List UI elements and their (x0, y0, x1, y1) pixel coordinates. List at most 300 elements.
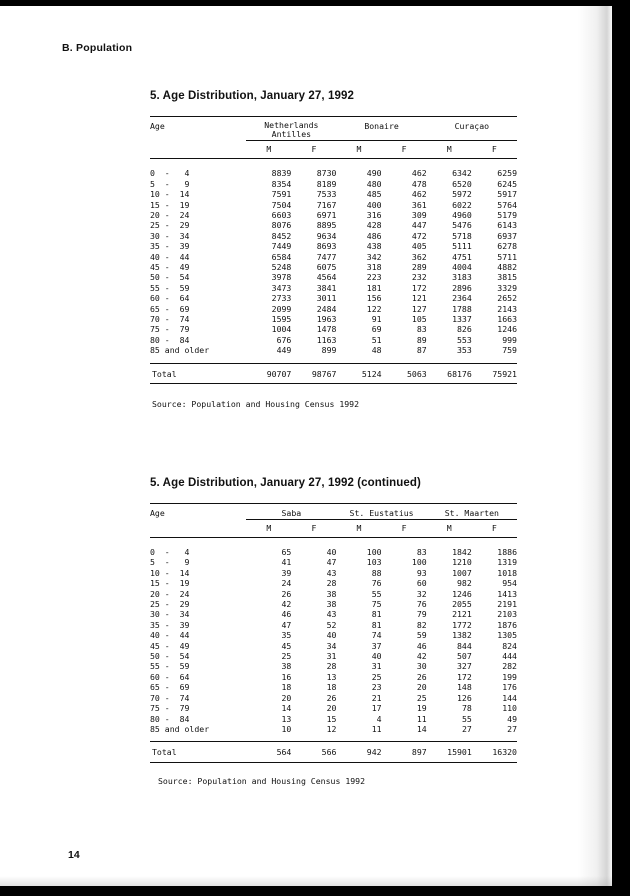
cell-value: 172 (457, 671, 472, 682)
table-row (150, 283, 517, 293)
table-row (150, 241, 517, 251)
cell-value: 2191 (497, 599, 517, 610)
cell-value: 8452 (271, 230, 292, 241)
age-label: 85 and older (150, 345, 210, 356)
cell-value: 2099 (271, 303, 292, 314)
cell-value: 5917 (497, 189, 517, 200)
cell-value: 3011 (316, 293, 337, 304)
cell-value: 82 (416, 619, 427, 630)
cell-value: 485 (366, 189, 382, 200)
cell-value: 88 (371, 567, 382, 578)
cell-value: 1246 (452, 588, 472, 599)
spacer-row (150, 538, 517, 548)
total-value: 5063 (382, 363, 427, 383)
cell-value: 8189 (316, 178, 337, 189)
age-label: 15 - 19 (150, 578, 190, 589)
cell-value: 14 (416, 723, 427, 734)
cell-value: 1246 (497, 324, 517, 335)
cell-value: 6259 (497, 168, 517, 179)
column-header-age: Age (150, 504, 246, 538)
cell-value: 126 (457, 692, 472, 703)
table-title: 5. Age Distribution, January 27, 1992 (continued) (150, 477, 421, 489)
table-total-2 (150, 734, 517, 762)
table-row (150, 324, 517, 334)
total-value: 15901 (427, 742, 472, 762)
cell-value: 20 (416, 682, 427, 693)
age-label: 40 - 44 (150, 630, 190, 641)
spacer-row (150, 734, 517, 742)
column-group-st-maarten: St. Maarten (427, 504, 517, 520)
cell-value: 121 (411, 293, 427, 304)
age-label: 5 - 9 (150, 178, 190, 189)
age-label: 85 and older (150, 723, 210, 734)
total-value: 16320 (472, 742, 517, 762)
cell-value: 25 (371, 671, 382, 682)
cell-value: 69 (371, 324, 382, 335)
age-label: 10 - 14 (150, 567, 190, 578)
cell-value: 15 (326, 713, 337, 724)
cell-value: 5972 (452, 189, 472, 200)
cell-value: 1007 (452, 567, 472, 578)
cell-value: 40 (326, 547, 337, 557)
cell-value: 13 (281, 713, 292, 724)
cell-value: 32 (416, 588, 427, 599)
age-label: 65 - 69 (150, 303, 190, 314)
age-label: 20 - 24 (150, 210, 190, 220)
table-row (150, 304, 517, 314)
cell-value: 2896 (452, 282, 472, 293)
cell-value: 5111 (452, 241, 472, 252)
cell-value: 76 (416, 599, 427, 610)
cell-value: 2055 (452, 599, 472, 610)
column-group-st-eustatius: St. Eustatius (336, 504, 426, 520)
cell-value: 65 (281, 547, 292, 557)
cell-value: 42 (416, 651, 427, 662)
cell-value: 12 (326, 723, 337, 734)
cell-value: 1163 (316, 334, 337, 345)
cell-value: 759 (502, 345, 517, 356)
group-label-line1: Netherlands (264, 120, 319, 130)
cell-value: 507 (457, 651, 472, 662)
age-label: 80 - 84 (150, 334, 190, 345)
cell-value: 100 (411, 557, 427, 568)
total-value: 98767 (291, 363, 336, 383)
age-label: 80 - 84 (150, 713, 190, 724)
table-row (150, 609, 517, 619)
cell-value: 55 (461, 713, 472, 724)
cell-value: 1788 (452, 303, 472, 314)
cell-value: 76 (371, 578, 382, 589)
spacer-row (150, 159, 517, 169)
age-label: 70 - 74 (150, 692, 190, 703)
age-label: 45 - 49 (150, 640, 190, 651)
cell-value: 40 (371, 651, 382, 662)
cell-value: 81 (371, 619, 382, 630)
cell-value: 954 (502, 578, 517, 589)
cell-value: 51 (371, 334, 382, 345)
spacer-row (150, 356, 517, 364)
column-header-na-male: M (246, 141, 291, 159)
cell-value: 75 (371, 599, 382, 610)
group-label-line2: Antilles (271, 129, 312, 140)
cell-value: 19 (416, 703, 427, 714)
cell-value: 83 (416, 324, 427, 335)
cell-value: 6971 (316, 210, 337, 220)
cell-value: 78 (461, 703, 472, 714)
table-row (150, 345, 517, 355)
page-edge-shading (578, 6, 612, 886)
cell-value: 93 (416, 567, 427, 578)
table-row (150, 335, 517, 345)
age-label: 55 - 59 (150, 661, 190, 672)
cell-value: 28 (326, 661, 337, 672)
cell-value: 60 (416, 578, 427, 589)
cell-value: 25 (416, 692, 427, 703)
cell-value: 31 (371, 661, 382, 672)
cell-value: 16 (281, 671, 292, 682)
column-header-steustatius-female: F (382, 520, 427, 538)
table-body-1 (150, 159, 517, 169)
cell-value: 309 (411, 210, 427, 220)
cell-value: 9634 (316, 230, 337, 241)
cell-value: 8895 (316, 220, 337, 231)
table-row (150, 651, 517, 661)
cell-value: 5718 (452, 230, 472, 241)
cell-value: 353 (457, 345, 472, 356)
cell-value: 46 (416, 640, 427, 651)
age-label: 50 - 54 (150, 651, 190, 662)
cell-value: 449 (276, 345, 292, 356)
column-header-na-female: F (291, 141, 336, 159)
table-header-groups (150, 117, 517, 141)
age-label: 25 - 29 (150, 220, 190, 231)
cell-value: 1004 (271, 324, 292, 335)
cell-value: 7533 (316, 189, 337, 200)
cell-value: 91 (371, 314, 382, 325)
cell-value: 81 (371, 609, 382, 620)
cell-value: 23 (371, 682, 382, 693)
table-row (150, 703, 517, 713)
column-group-saba: Saba (246, 504, 336, 520)
cell-value: 1305 (497, 630, 517, 641)
cell-value: 1018 (497, 567, 517, 578)
cell-value: 438 (366, 241, 382, 252)
cell-value: 7449 (271, 241, 292, 252)
table-row (150, 589, 517, 599)
age-label: 60 - 64 (150, 293, 190, 304)
cell-value: 342 (366, 251, 382, 262)
cell-value: 2364 (452, 293, 472, 304)
cell-value: 18 (326, 682, 337, 693)
column-header-saba-female: F (291, 520, 336, 538)
cell-value: 282 (502, 661, 517, 672)
total-value: 90707 (246, 363, 291, 383)
cell-value: 48 (371, 345, 382, 356)
table-row (150, 620, 517, 630)
cell-value: 899 (321, 345, 337, 356)
age-label: 55 - 59 (150, 282, 190, 293)
cell-value: 6520 (452, 178, 472, 189)
age-label: 35 - 39 (150, 241, 190, 252)
total-value: 564 (246, 742, 291, 762)
table-title: 5. Age Distribution, January 27, 1992 (150, 90, 354, 102)
cell-value: 1842 (452, 547, 472, 557)
cell-value: 41 (281, 557, 292, 568)
cell-value: 122 (366, 303, 382, 314)
table-head (150, 117, 517, 159)
cell-value: 42 (281, 599, 292, 610)
cell-value: 10 (281, 723, 292, 734)
cell-value: 2652 (497, 293, 517, 304)
cell-value: 982 (457, 578, 472, 589)
age-label: 30 - 34 (150, 609, 190, 620)
cell-value: 17 (371, 703, 382, 714)
cell-value: 405 (411, 241, 427, 252)
cell-value: 37 (371, 640, 382, 651)
cell-value: 45 (281, 640, 292, 651)
cell-value: 49 (507, 713, 517, 724)
total-value: 897 (382, 742, 427, 762)
age-label: 5 - 9 (150, 557, 190, 568)
cell-value: 20 (281, 692, 292, 703)
cell-value: 844 (457, 640, 472, 651)
cell-value: 47 (281, 619, 292, 630)
table-row (150, 168, 517, 178)
column-group-bonaire: Bonaire (336, 117, 426, 141)
cell-value: 38 (281, 661, 292, 672)
document-page (0, 6, 612, 886)
table-row (150, 630, 517, 640)
cell-value: 148 (457, 682, 472, 693)
total-label: Total (150, 742, 246, 762)
cell-value: 223 (366, 272, 382, 283)
cell-value: 7167 (316, 199, 337, 210)
table-row (150, 568, 517, 578)
cell-value: 24 (281, 578, 292, 589)
table-row (150, 693, 517, 703)
cell-value: 43 (326, 567, 337, 578)
cell-value: 127 (411, 303, 427, 314)
cell-value: 176 (502, 682, 517, 693)
section-header: B. Population (62, 42, 133, 54)
cell-value: 6937 (497, 230, 517, 241)
total-value: 942 (336, 742, 381, 762)
table-row (150, 262, 517, 272)
age-label: 10 - 14 (150, 189, 190, 200)
table-source-note: Source: Population and Housing Census 1992 (158, 775, 366, 786)
table-rows-2 (150, 547, 517, 734)
cell-value: 1595 (271, 314, 292, 325)
cell-value: 1413 (497, 588, 517, 599)
cell-value: 100 (366, 547, 382, 557)
cell-value: 5764 (497, 199, 517, 210)
column-header-age: Age (150, 117, 246, 159)
cell-value: 31 (326, 651, 337, 662)
cell-value: 472 (411, 230, 427, 241)
cell-value: 8076 (271, 220, 292, 231)
cell-value: 462 (411, 189, 427, 200)
cell-value: 7477 (316, 251, 337, 262)
cell-value: 7591 (271, 189, 292, 200)
cell-value: 38 (326, 599, 337, 610)
cell-value: 553 (457, 334, 472, 345)
page-number: 14 (68, 849, 80, 861)
cell-value: 8839 (271, 168, 292, 179)
cell-value: 318 (366, 262, 382, 273)
cell-value: 3815 (497, 272, 517, 283)
cell-value: 39 (281, 567, 292, 578)
cell-value: 5179 (497, 210, 517, 220)
cell-value: 1663 (497, 314, 517, 325)
age-label: 50 - 54 (150, 272, 190, 283)
cell-value: 1478 (316, 324, 337, 335)
cell-value: 2121 (452, 609, 472, 620)
cell-value: 6278 (497, 241, 517, 252)
table-row (150, 252, 517, 262)
table-row (150, 599, 517, 609)
cell-value: 3183 (452, 272, 472, 283)
cell-value: 3329 (497, 282, 517, 293)
cell-value: 43 (326, 609, 337, 620)
cell-value: 1876 (497, 619, 517, 630)
cell-value: 2733 (271, 293, 292, 304)
cell-value: 55 (371, 588, 382, 599)
cell-value: 447 (411, 220, 427, 231)
table-row (150, 220, 517, 230)
cell-value: 462 (411, 168, 427, 179)
total-value: 566 (291, 742, 336, 762)
cell-value: 110 (502, 703, 517, 714)
cell-value: 8693 (316, 241, 337, 252)
cell-value: 89 (416, 334, 427, 345)
age-label: 0 - 4 (150, 168, 190, 179)
age-distribution-table-2 (150, 503, 517, 763)
age-label: 40 - 44 (150, 251, 190, 262)
cell-value: 478 (411, 178, 427, 189)
table-row (150, 724, 517, 734)
cell-value: 2103 (497, 609, 517, 620)
cell-value: 34 (326, 640, 337, 651)
cell-value: 52 (326, 619, 337, 630)
table-total-1 (150, 356, 517, 384)
cell-value: 486 (366, 230, 382, 241)
table-row (150, 314, 517, 324)
cell-value: 13 (326, 671, 337, 682)
cell-value: 11 (371, 723, 382, 734)
cell-value: 327 (457, 661, 472, 672)
cell-value: 289 (411, 262, 427, 273)
cell-value: 28 (326, 578, 337, 589)
column-header-stmaarten-male: M (427, 520, 472, 538)
cell-value: 14 (281, 703, 292, 714)
cell-value: 6245 (497, 178, 517, 189)
cell-value: 428 (366, 220, 382, 231)
page-bottom-shading (0, 876, 612, 886)
cell-value: 3473 (271, 282, 292, 293)
cell-value: 1886 (497, 547, 517, 557)
table-source-note: Source: Population and Housing Census 1992 (152, 399, 360, 410)
table-row (150, 200, 517, 210)
age-label: 20 - 24 (150, 588, 190, 599)
cell-value: 103 (366, 557, 382, 568)
cell-value: 5711 (497, 251, 517, 262)
cell-value: 27 (461, 723, 472, 734)
column-group-curacao: Curaçao (427, 117, 517, 141)
table-total-row (150, 742, 517, 762)
cell-value: 4004 (452, 262, 472, 273)
cell-value: 18 (281, 682, 292, 693)
cell-value: 26 (281, 588, 292, 599)
cell-value: 4960 (452, 210, 472, 220)
cell-value: 4564 (316, 272, 337, 283)
cell-value: 40 (326, 630, 337, 641)
cell-value: 172 (411, 282, 427, 293)
cell-value: 83 (416, 547, 427, 557)
table-row (150, 682, 517, 692)
age-label: 60 - 64 (150, 671, 190, 682)
cell-value: 5476 (452, 220, 472, 231)
cell-value: 2143 (497, 303, 517, 314)
cell-value: 156 (366, 293, 382, 304)
table-row (150, 714, 517, 724)
cell-value: 1382 (452, 630, 472, 641)
table-row (150, 189, 517, 199)
table-row (150, 293, 517, 303)
cell-value: 3978 (271, 272, 292, 283)
cell-value: 824 (502, 640, 517, 651)
table-row (150, 547, 517, 557)
table-block-2 (150, 477, 550, 786)
column-header-curacao-male: M (427, 141, 472, 159)
table-header-groups (150, 504, 517, 520)
cell-value: 27 (507, 723, 517, 734)
cell-value: 5248 (271, 262, 292, 273)
cell-value: 30 (416, 661, 427, 672)
cell-value: 1963 (316, 314, 337, 325)
cell-value: 1319 (497, 557, 517, 568)
cell-value: 47 (326, 557, 337, 568)
cell-value: 676 (276, 334, 292, 345)
cell-value: 362 (411, 251, 427, 262)
cell-value: 8354 (271, 178, 292, 189)
table-head (150, 504, 517, 538)
age-label: 75 - 79 (150, 324, 190, 335)
cell-value: 6022 (452, 199, 472, 210)
table-row (150, 661, 517, 671)
table-row (150, 272, 517, 282)
cell-value: 35 (281, 630, 292, 641)
age-label: 70 - 74 (150, 314, 190, 325)
cell-value: 2484 (316, 303, 337, 314)
column-header-bonaire-male: M (336, 141, 381, 159)
column-header-saba-male: M (246, 520, 291, 538)
table-row (150, 210, 517, 220)
cell-value: 25 (281, 651, 292, 662)
table-row (150, 578, 517, 588)
cell-value: 826 (457, 324, 472, 335)
cell-value: 26 (416, 671, 427, 682)
age-distribution-table-1 (150, 116, 517, 384)
cell-value: 490 (366, 168, 382, 179)
cell-value: 74 (371, 630, 382, 641)
cell-value: 400 (366, 199, 382, 210)
cell-value: 181 (366, 282, 382, 293)
cell-value: 4751 (452, 251, 472, 262)
table-body-2 (150, 538, 517, 548)
table-row (150, 672, 517, 682)
total-value: 68176 (427, 363, 472, 383)
cell-value: 232 (411, 272, 427, 283)
